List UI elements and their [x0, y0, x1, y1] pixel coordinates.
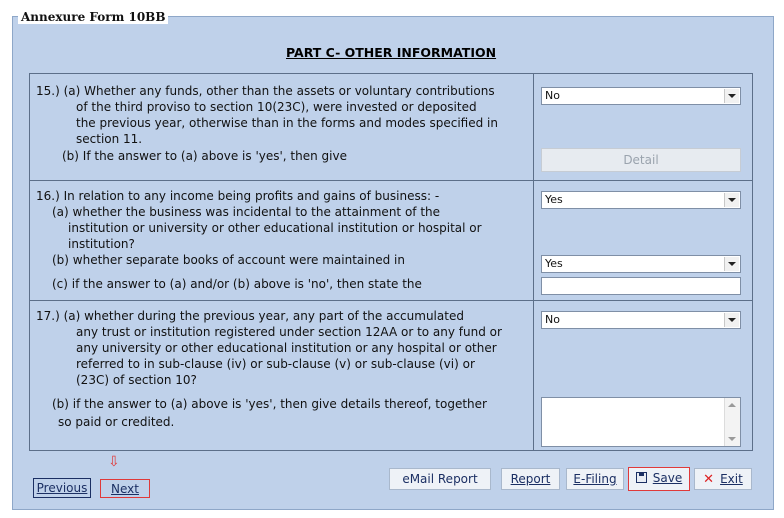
q17-answer-select[interactable]	[541, 311, 741, 329]
scroll-down-icon[interactable]	[728, 437, 736, 441]
q17-line-1: 17.) (a) whether during the previous year, any part of the accumulated	[36, 309, 464, 323]
floppy-disk-icon	[636, 472, 647, 483]
q17-line-7: so paid or credited.	[58, 415, 175, 429]
details-scrollbar[interactable]	[724, 398, 740, 446]
q15-line-5: (b) If the answer to (a) above is 'yes', then give	[62, 149, 347, 163]
q16-line-5: (b) whether separate books of account were maintained in	[52, 253, 405, 267]
down-arrow-icon: ⇩	[108, 454, 120, 470]
chevron-down-icon	[724, 313, 739, 327]
q17-answer-value: No	[545, 313, 560, 326]
question-grid	[29, 73, 753, 451]
q17-line-3: any university or other educational institution or any hospital or other	[76, 341, 497, 355]
q16-a-select[interactable]	[541, 191, 741, 209]
q15-line-4: section 11.	[76, 132, 143, 146]
next-button[interactable]: Next	[100, 479, 150, 498]
q16-a-value: Yes	[545, 193, 563, 206]
q17-line-5: (23C) of section 10?	[76, 373, 197, 387]
email-report-button[interactable]: eMail Report	[389, 468, 491, 490]
chevron-down-icon	[724, 257, 739, 271]
efiling-button[interactable]: E-Filing	[566, 468, 624, 490]
chevron-down-icon	[724, 193, 739, 207]
q17-line-4: referred to in sub-clause (iv) or sub-clause (v) or sub-clause (vi) or	[76, 357, 475, 371]
column-divider	[533, 74, 534, 450]
q16-b-select[interactable]	[541, 255, 741, 273]
q17-line-2: any trust or institution registered under section 12AA or to any fund or	[76, 325, 502, 339]
part-title: PART C- OTHER INFORMATION	[286, 45, 497, 60]
q17-details-textarea[interactable]	[541, 397, 741, 447]
scroll-up-icon[interactable]	[728, 403, 736, 407]
q17-line-6: (b) if the answer to (a) above is 'yes', then give details thereof, together	[52, 397, 487, 411]
q16-b-value: Yes	[545, 257, 563, 270]
q15-line-2: of the third proviso to section 10(23C), were invested or deposited	[76, 100, 477, 114]
q15-line-1: 15.) (a) Whether any funds, other than the assets or voluntary contributions	[36, 84, 495, 98]
exit-button[interactable]: ✕ Exit	[694, 468, 752, 490]
close-icon: ✕	[703, 472, 715, 487]
row-divider	[30, 180, 752, 181]
save-button[interactable]: Save	[628, 467, 690, 491]
q16-line-2: (a) whether the business was incidental to the attainment of the	[52, 205, 441, 219]
row-divider	[30, 300, 752, 301]
chevron-down-icon	[724, 89, 739, 103]
q16-line-4: institution?	[68, 237, 135, 251]
q16-c-input[interactable]	[541, 277, 741, 295]
q16-line-3: institution or university or other educational institution or hospital or	[68, 221, 482, 235]
q15-answer-value: No	[545, 89, 560, 102]
detail-button[interactable]: Detail	[541, 148, 741, 172]
q16-line-1: 16.) In relation to any income being profits and gains of business: -	[36, 189, 440, 203]
report-button[interactable]: Report	[501, 468, 560, 490]
form-legend: Annexure Form 10BB	[18, 10, 168, 24]
q15-line-3: the previous year, otherwise than in the forms and modes specified in	[76, 116, 498, 130]
previous-button[interactable]: Previous	[33, 478, 91, 498]
q16-line-6: (c) if the answer to (a) and/or (b) above is 'no', then state the	[52, 277, 422, 291]
q15-answer-select[interactable]	[541, 87, 741, 105]
